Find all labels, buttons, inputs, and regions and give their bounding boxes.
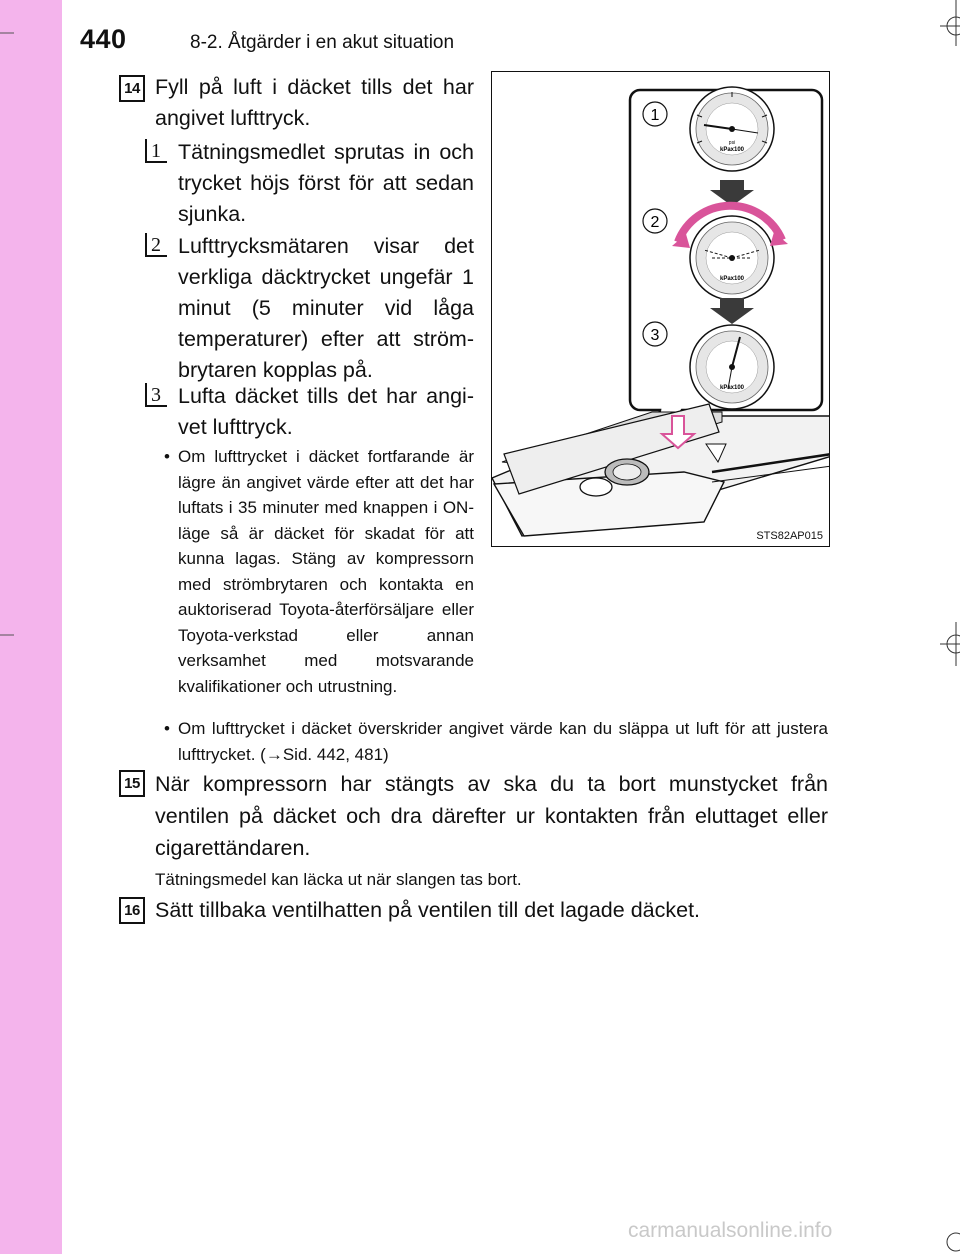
bullet-text-1: Om lufttrycket i däcket fortfarande är lägre än angivet värde efter att det har luftats i 35 minuter med knappen i ON-läge så är däcket för skadat för att kunna lagas. Stäng av kompressorn med strömbrytaren och kontakta en auktoriserad Toyota-återförsäljare eller Toyota-verkstad eller annan verksamhet med motsvarande kvalifikationer och utrustning. [178, 447, 474, 696]
bullet-dot: • [164, 447, 170, 466]
gauge-1 [690, 87, 774, 171]
bullet-text-2: Om lufttrycket i däcket överskrider angivet värde kan du släppa ut luft för att justera lufttrycket. (→Sid. 442, 481) [178, 719, 828, 764]
step-15-note: Tätningsmedel kan läcka ut när slangen tas bort. [155, 870, 522, 889]
registration-mark-top-right [936, 0, 960, 50]
substep-number-2: 2 [145, 233, 167, 257]
gauge-kpa-label: kPax100 [719, 276, 745, 282]
gauge-kpa-label: kPax100 [719, 385, 745, 391]
step-14-text: Fyll på luft i däcket tills det har angivet lufttryck. [155, 75, 474, 130]
figure-illustration [492, 72, 830, 547]
substep-number-1: 1 [145, 139, 167, 163]
callout-1 [643, 102, 667, 126]
step-number-15: 15 [119, 770, 145, 797]
svg-text:2: 2 [650, 214, 660, 231]
watermark: carmanualsonline.info [628, 1219, 833, 1242]
step-number-14: 14 [119, 75, 145, 102]
gauge-3 [690, 325, 774, 409]
figure-code: STS82AP015 [756, 530, 823, 542]
substep-3-text: Lufta däcket tills det har angi-vet lufttryck. [178, 384, 474, 439]
svg-text:3: 3 [650, 327, 660, 344]
step-16-text: Sätt tillbaka ventilhatten på ventilen till det lagade däcket. [155, 898, 701, 922]
registration-mark-bottom-right [936, 1222, 960, 1254]
callout-2 [643, 209, 667, 233]
svg-text:1: 1 [650, 107, 660, 124]
callout-3 [643, 322, 667, 346]
gauge-psi-label: psi [728, 140, 736, 146]
gauge-kpa-label: kPax100 [719, 147, 745, 153]
page-number: 440 [80, 24, 127, 54]
registration-mark-top-left [0, 30, 14, 36]
substep-bracket [145, 139, 167, 163]
substep-2-text: Lufttrycksmätaren visar det verkliga däcktrycket ungefär 1 minut (5 minuter vid låga temperaturer) efter att ström-brytaren kopplas på. [178, 234, 474, 382]
figure-compressor-gauge [491, 71, 830, 547]
substep-bracket [145, 383, 167, 407]
section-title: 8-2. Åtgärder i en akut situation [190, 32, 455, 53]
step-15-text: När kompressorn har stängts av ska du ta bort munstycket från ventilen på däcket och dra därefter ur kontakten från eluttaget eller cigarettändaren. [155, 772, 828, 860]
step-number-16: 16 [119, 897, 145, 924]
chapter-sidebar [0, 0, 62, 1254]
substep-bracket [145, 233, 167, 257]
registration-mark-mid-right [936, 622, 960, 666]
bullet-note-1 [164, 444, 474, 699]
compressor-device [492, 404, 830, 536]
substep-number-3: 3 [145, 383, 167, 407]
substep-1-text: Tätningsmedlet sprutas in och trycket höjs först för att sedan sjunka. [178, 140, 474, 226]
bullet-note-2 [164, 716, 828, 767]
registration-mark-mid-left [0, 632, 14, 638]
bullet-dot: • [164, 719, 170, 738]
